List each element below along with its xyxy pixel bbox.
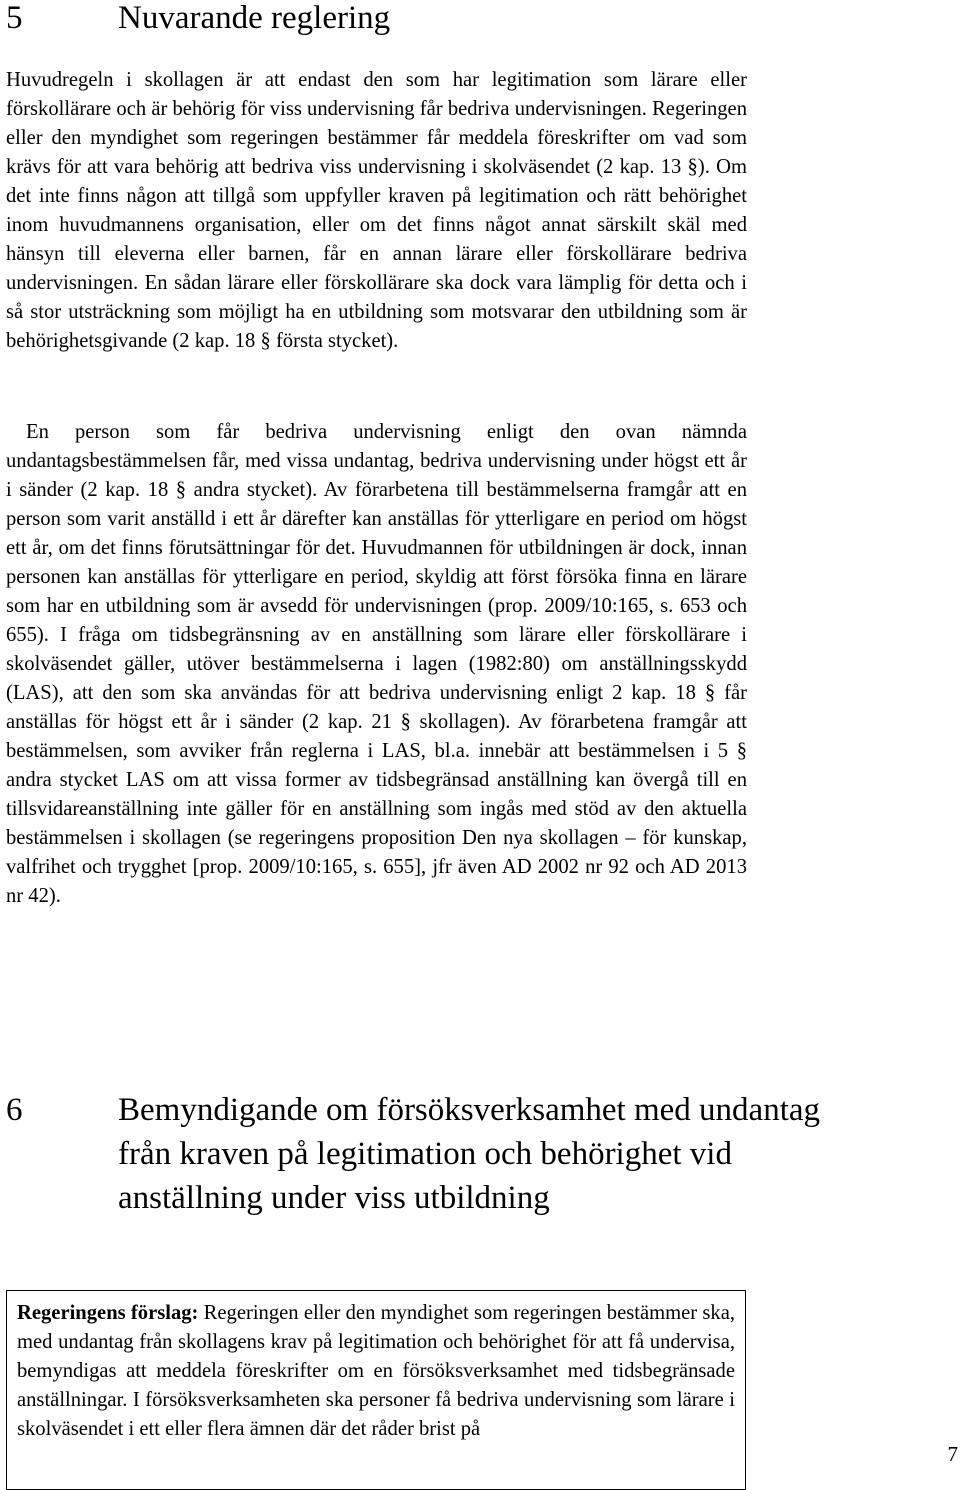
body-paragraph: En person som får bedriva undervisning enligt den ovan nämnda undantagsbestämmelsen får, med vissa undantag, bedriva undervisning under högst ett år i sänder (2 kap. 18 § andra stycket). Av förarbetena till bestämmelserna framgår att en person som varit anställd i ett år därefter kan anställas för ytterligare en period om högst ett år, om det finns förutsättningar för det. Huvudmannen för utbildningen är dock, innan personen kan anställas för ytterligare en period, skyldig att först försöka finna en lärare som har en utbildning som är avsedd för undervisningen (prop. 2009/10:165, s. 653 och 655). I fråga om tidsbegränsning av en anställning som lärare eller förskollärare i skolväsendet gäller, utöver bestämmelserna i lagen (1982:80) om anställningsskydd (LAS), att den som ska användas för att bedriva undervisning enligt 2 kap. 18 § får anställas för högst ett år i sänder (2 kap. 21 § skollagen). Av förarbetena framgår att bestämmelsen, som avviker från reglerna i LAS, bl.a. innebär att bestämmelsen i 5 § andra stycket LAS om att vissa former av tidsbegränsad anställning kan övergå till en tillsvidareanställning inte gäller för en anställning som ingås med stöd av den aktuella bestämmelsen i skollagen (se regeringens proposition Den nya skollagen – för kunskap, valfrihet och trygghet [prop. 2009/10:165, s. 655], jfr även AD 2002 nr 92 och AD 2013 nr 42). xyxy=(6,421,747,907)
page-number: 7 xyxy=(947,1442,958,1466)
proposal-paragraph xyxy=(17,1299,735,1444)
proposal-box xyxy=(6,1290,746,1490)
section-title: Nuvarande reglering xyxy=(118,0,391,36)
section-number: 6 xyxy=(6,1092,23,1128)
proposal-label: Regeringens förslag: xyxy=(17,1302,199,1324)
body-paragraph: Huvudregeln i skollagen är att endast den som har legitimation som lärare eller förskollärare och är behörig för viss undervisning får bedriva undervisningen. Regeringen eller den myndighet som regeringen bestämmer får meddela föreskrifter om vad som krävs för att vara behörig att bedriva viss undervisning i skolväsendet (2 kap. 13 §). Om det inte finns någon att tillgå som uppfyller kraven på legitimation och rätt behörighet inom huvudmannens organisation, eller om det finns något annat särskilt skäl med hänsyn till eleverna eller barnen, får en annan lärare eller förskollärare bedriva undervisningen. En sådan lärare eller förskollärare ska dock vara lämplig för detta och i så stor utsträckning som möjligt ha en utbildning som motsvarar den utbildning som är behörighetsgivande (2 kap. 18 § första stycket). xyxy=(6,69,747,352)
section-title: Bemyndigande om försöksverksamhet med undantag från kraven på legitimation och behörighet vid anställning under viss utbildning xyxy=(118,1092,821,1216)
section-number: 5 xyxy=(6,0,23,36)
proposal-text: Regeringen eller den myndighet som regeringen bestämmer ska, med undantag från skollagens krav på legitimation och behörighet för att få undervisa, bemyndigas att meddela föreskrifter om en försöksverksamhet med tidsbegränsade anställningar. I försöksverksamheten ska personer få bedriva undervisning som lärare i skolväsendet i ett eller flera ämnen där det råder brist på xyxy=(17,1302,735,1440)
